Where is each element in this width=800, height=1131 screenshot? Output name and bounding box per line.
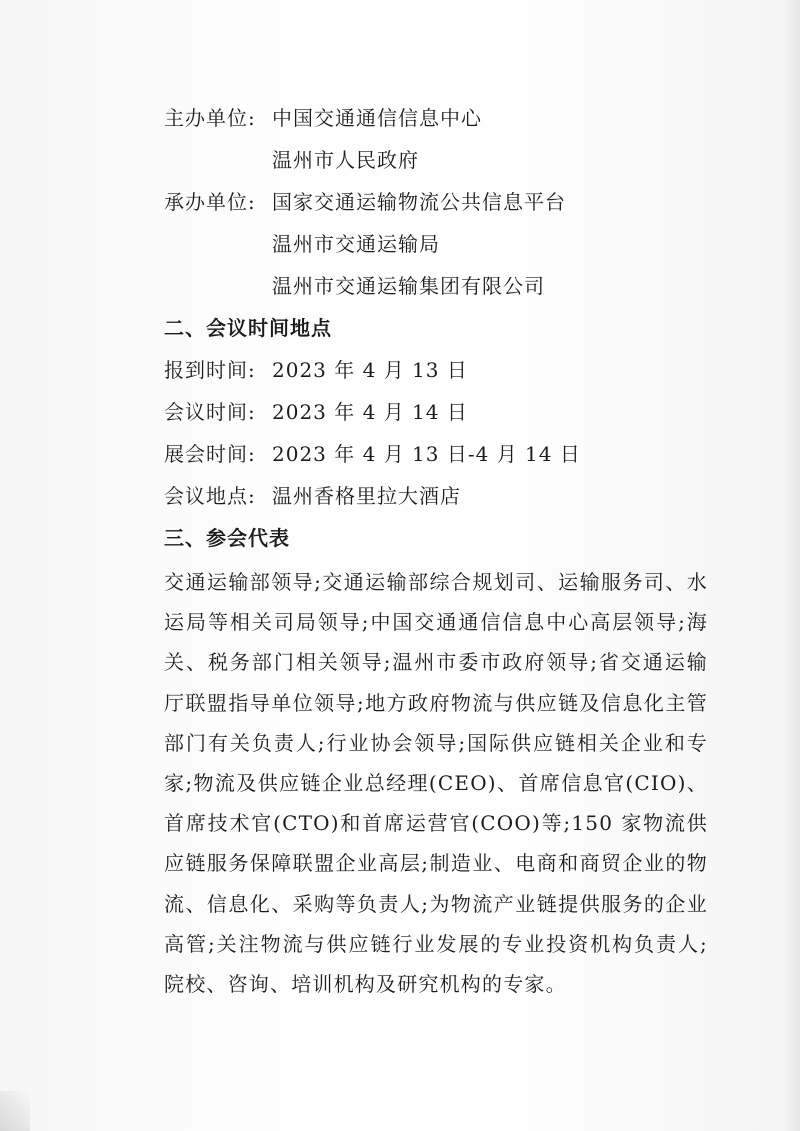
co-organizer-item: 国家交通运输物流公共信息平台 xyxy=(272,190,566,214)
section-heading-time-place: 二、会议时间地点 xyxy=(164,316,332,340)
co-organizer-row xyxy=(164,189,566,215)
info-row-meeting-time xyxy=(164,399,468,425)
attendees-paragraph: 交通运输部领导;交通运输部综合规划司、运输服务司、水运局等相关司局领导;中国交通通信信息中心高层领导;海关、税务部门相关领导;温州市委市政府领导;省交通运输厅联盟指导单位领导;地方政府物流与供应链及信息化主管部门有关负责人;行业协会领导;国际供应链相关企业和专家;物流及供应链企业总经理(CEO)、首席信息官(CIO)、首席技术官(CTO)和首席运营官(COO)等;150 家物流供应链服务保障联盟企业高层;制造业、电商和商贸企业的物流、信息化、采购等负责人;为物流产业链提供服务的企业高管;关注物流与供应链行业发展的专业投资机构负责人;院校、咨询、培训机构及研究机构的专家。 xyxy=(164,570,708,997)
info-value: 2023 年 4 月 13 日-4 月 14 日 xyxy=(272,442,581,466)
scan-edge-shadow xyxy=(782,0,800,1131)
section-heading-attendees: 三、参会代表 xyxy=(164,526,290,550)
info-label: 会议地点: xyxy=(164,484,256,508)
info-row-venue xyxy=(164,483,461,509)
info-label: 报到时间: xyxy=(164,358,256,382)
organizer-row xyxy=(164,105,482,131)
info-value: 2023 年 4 月 13 日 xyxy=(272,358,468,382)
co-organizer-label: 承办单位: xyxy=(164,190,256,214)
info-value: 2023 年 4 月 14 日 xyxy=(272,400,468,424)
scan-corner-shadow xyxy=(0,1091,30,1131)
organizer-item: 温州市人民政府 xyxy=(272,148,419,172)
info-label: 展会时间: xyxy=(164,442,256,466)
info-row-exhibition-time xyxy=(164,441,581,467)
organizer-label: 主办单位: xyxy=(164,106,256,130)
co-organizer-item: 温州市交通运输局 xyxy=(272,232,440,256)
info-row-checkin xyxy=(164,357,468,383)
organizer-item: 中国交通通信信息中心 xyxy=(272,106,482,130)
attendees-paragraph-block xyxy=(164,562,708,1004)
info-value: 温州香格里拉大酒店 xyxy=(272,484,461,508)
info-label: 会议时间: xyxy=(164,400,256,424)
co-organizer-item: 温州市交通运输集团有限公司 xyxy=(272,274,545,298)
